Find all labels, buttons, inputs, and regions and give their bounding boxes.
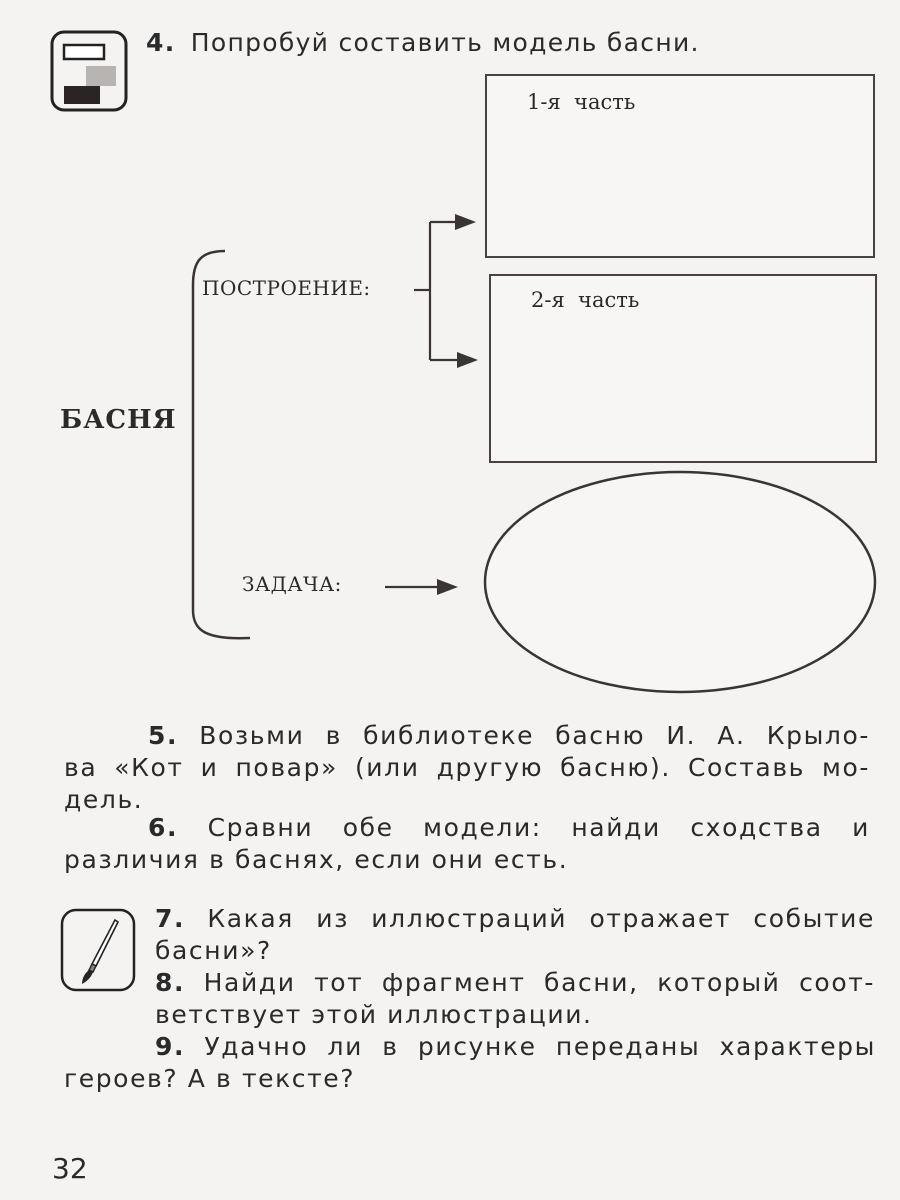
task5-number: 5. xyxy=(148,721,179,750)
task9-number: 9. xyxy=(155,1032,186,1061)
task5-line1: Возьми в библиотеке басню И. А. Крыло- xyxy=(199,721,871,750)
task5-paragraph xyxy=(64,720,870,816)
task9-line1: Удачно ли в рисунке переданы характеры xyxy=(204,1032,876,1061)
task6-line1: Сравни обе модели: найди сходства и xyxy=(207,813,870,842)
task6-number: 6. xyxy=(148,813,179,842)
task7-number: 7. xyxy=(155,904,186,933)
fable-root-label: БАСНЯ xyxy=(60,405,177,435)
task6-paragraph xyxy=(64,812,870,876)
task9-paragraph xyxy=(64,1031,876,1095)
task8-number: 8. xyxy=(155,968,186,997)
paintbrush-icon xyxy=(60,908,136,992)
part1-label: 1-я часть xyxy=(527,90,636,114)
task8-line2: ветствует этой иллюстрации. xyxy=(155,1000,593,1029)
part2-label: 2-я часть xyxy=(531,288,640,312)
task4-text: Попробуй составить модель басни. xyxy=(190,28,700,57)
structure-label: ПОСТРОЕНИЕ: xyxy=(202,276,371,300)
task7-line1: Какая из иллюстраций отражает событие xyxy=(207,904,875,933)
task5-line2: ва «Кот и повар» (или другую басню). Составь мо- xyxy=(64,753,870,782)
task7-line2: басни»? xyxy=(155,936,272,965)
task9-line2: героев? А в тексте? xyxy=(64,1064,356,1093)
part2-box xyxy=(489,274,877,463)
task6-line2: различия в баснях, если они есть. xyxy=(64,845,569,874)
task8-paragraph xyxy=(155,967,875,1031)
task-label: ЗАДАЧА: xyxy=(242,572,342,596)
task7-paragraph xyxy=(155,903,875,967)
task5-line3: дель. xyxy=(64,785,144,814)
task8-line1: Найди тот фрагмент басни, который соот- xyxy=(203,968,875,997)
page-number: 32 xyxy=(52,1152,88,1185)
task4-number: 4. xyxy=(146,28,176,57)
part1-box xyxy=(485,74,875,258)
